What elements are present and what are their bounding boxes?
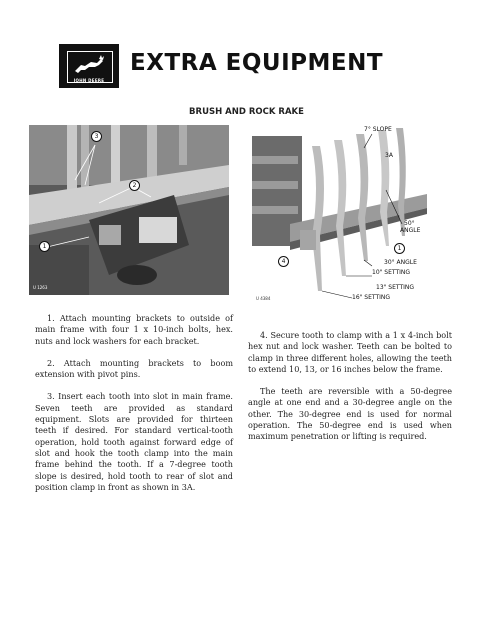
callout-1-right: 1 [394, 243, 405, 254]
angle50-label: 50° [404, 220, 415, 227]
john-deere-logo [59, 44, 119, 88]
ref-3a-label: 3A [385, 152, 393, 159]
logo-brand-text: JOHN DEERE [73, 78, 105, 83]
reversible-teeth-note: The teeth are reversible with a 50-degree angle at one end and a 30-degree angle on the other. The 30-degree end is used for normal operation. The 50-degree end is used when maximum penetration or lifting is required. [248, 386, 452, 442]
rake-teeth-photo [252, 126, 421, 301]
instruction-2: 2. Attach mounting brackets to boom extension with pivot pins. [35, 357, 233, 380]
callout-3-left: 3 [91, 131, 102, 142]
left-photo-code: U 1263 [33, 285, 48, 290]
instruction-4: 4. Secure tooth to clamp with a 1 x 4-inch bolt hex nut and lock washer. Teeth can be bolted to clamp in three different holes, allowing the teeth to extend 10, 13, or 16 inches below the frame. [248, 330, 452, 374]
right-instructions [248, 330, 452, 454]
setting-16-label: 16" SETTING [352, 294, 391, 301]
mounting-bracket-photo [29, 125, 229, 295]
instruction-1: 1. Attach mounting brackets to outside of main frame with four 1 x 10-inch bolts, hex. nuts and lock washers for each bracket. [35, 313, 233, 346]
section-title: BRUSH AND ROCK RAKE [189, 107, 304, 117]
deer-icon [71, 53, 107, 77]
angle30-label: 30° ANGLE [384, 259, 417, 266]
setting-10-label: 10" SETTING [372, 269, 411, 276]
left-instructions [35, 313, 233, 504]
setting-13-label: 13" SETTING [376, 284, 415, 291]
right-photo-code: U 4384 [256, 296, 271, 301]
slope-label: 7° SLOPE [364, 126, 392, 133]
page-title: EXTRA EQUIPMENT [130, 50, 384, 76]
callout-2-left: 2 [129, 180, 140, 191]
instruction-3: 3. Insert each tooth into slot in main frame. Seven teeth are provided as standard equipment. Slots are provided for thirteen teeth if desired. For standard vertical-tooth operation, hold tooth against forward edge of slot and hook the tooth clamp into the main frame behind the tooth. If a 7-degree tooth slope is desired, hold tooth to rear of slot and position clamp in front as shown in 3A. [35, 391, 233, 492]
bracket-illustration [29, 125, 229, 295]
callout-1-left: 1 [39, 241, 50, 252]
angle50-word: ANGLE [400, 227, 421, 234]
callout-4-right: 4 [278, 256, 289, 267]
